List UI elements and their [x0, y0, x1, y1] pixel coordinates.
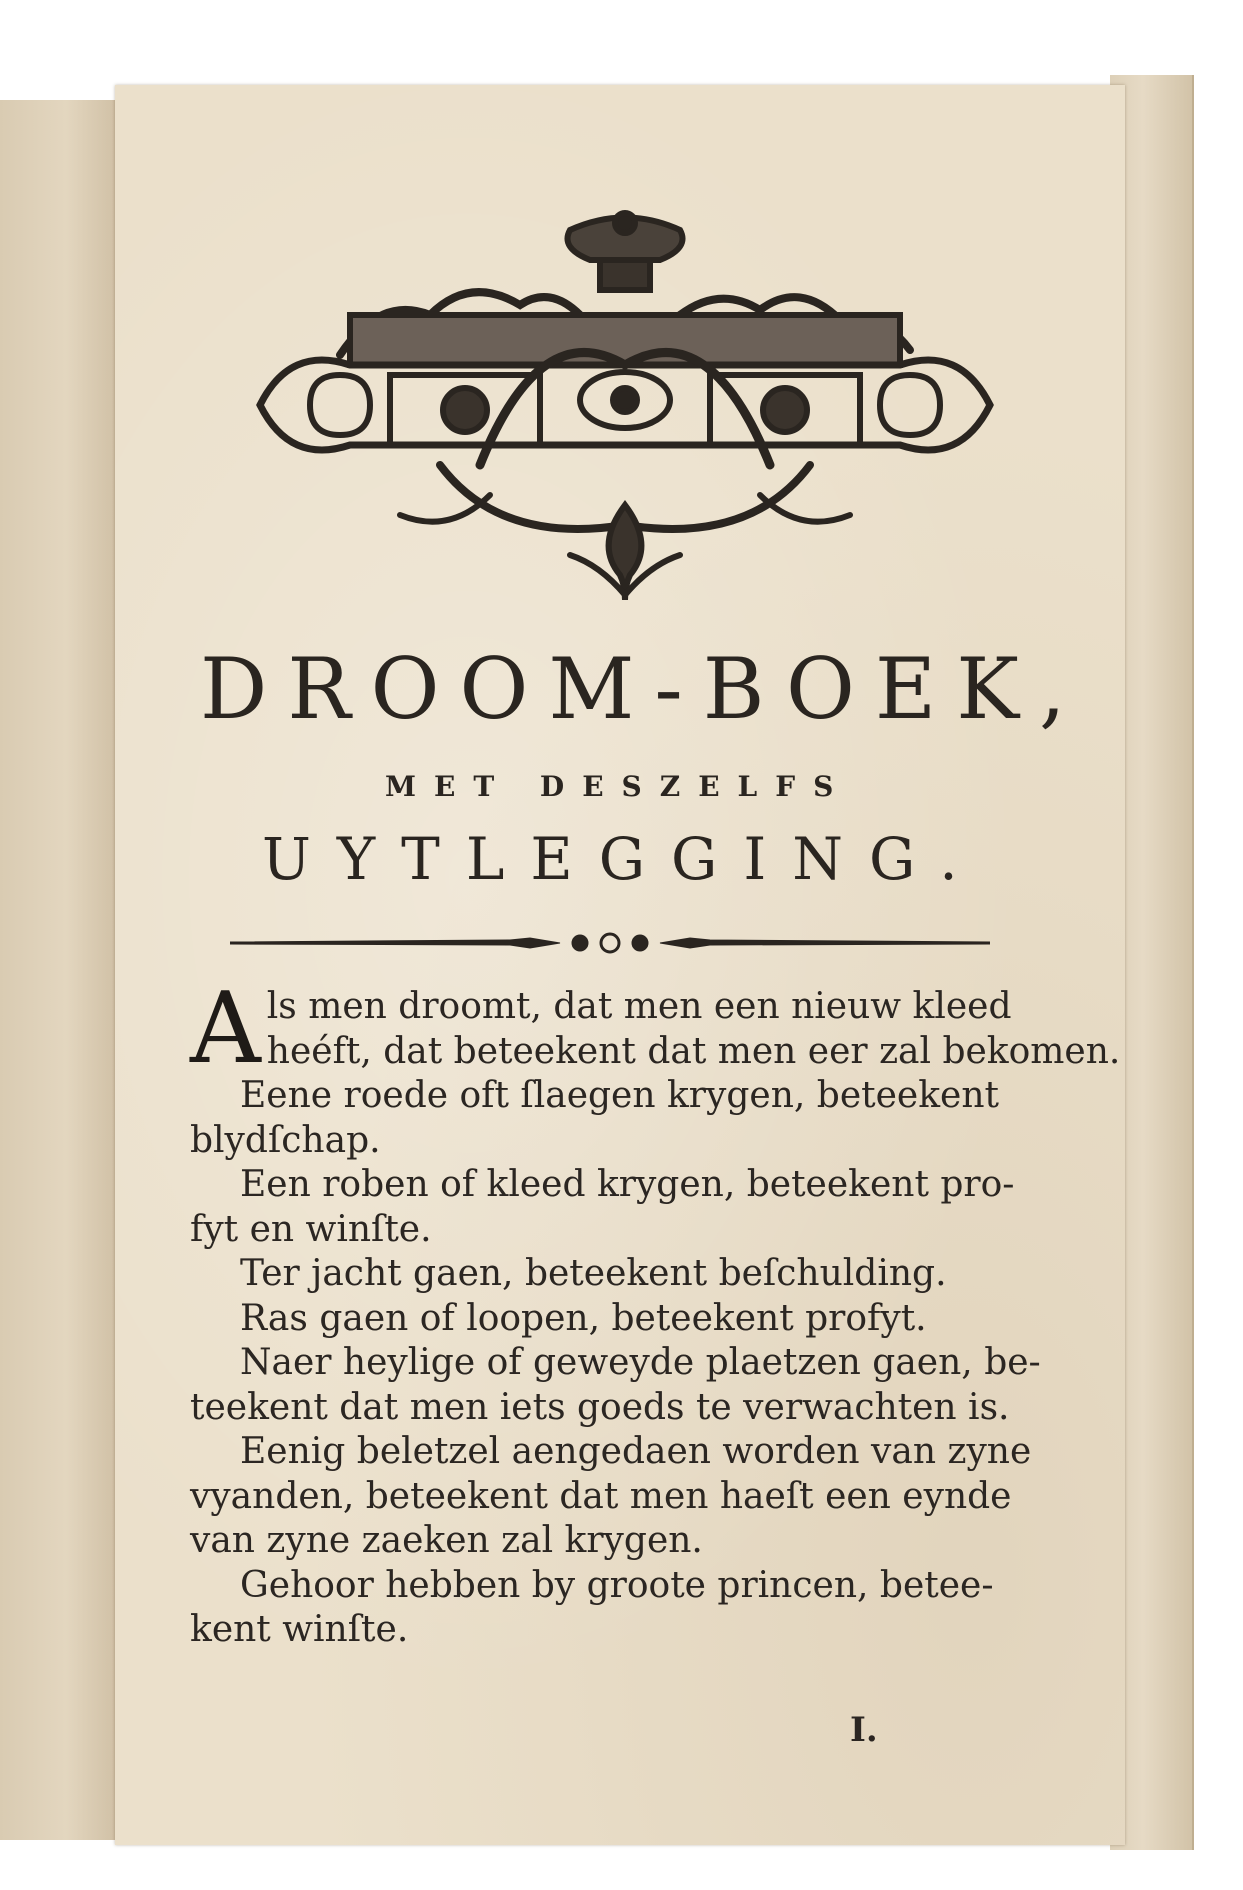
ornamental-headpiece: [240, 205, 1010, 605]
book-subtitle: MET DESZELFS: [385, 770, 852, 803]
page-number: I.: [850, 1710, 878, 1750]
text-line: fyt en winſte.: [190, 1208, 432, 1250]
body-text: [190, 972, 1121, 1653]
left-page-edge: [0, 100, 122, 1840]
ornamental-rule: [230, 930, 990, 956]
drop-cap: A: [190, 972, 261, 1086]
text-line: Een roben of kleed krygen, beteekent pro-: [240, 1164, 1015, 1205]
text-line: Gehoor hebben by groote princen, betee-: [240, 1564, 994, 1606]
text-line: vyanden, beteekent dat men haeſt een eynde: [190, 1475, 1012, 1517]
text-line: Ter jacht gaen, beteekent beſchulding.: [240, 1253, 947, 1294]
text-line: teekent dat men iets goeds te verwachten is.: [190, 1386, 1010, 1428]
book-title: DROOM-BOEK,: [200, 640, 1086, 738]
text-line: van zyne zaeken zal krygen.: [190, 1520, 703, 1561]
text-line: kent winſte.: [190, 1609, 409, 1650]
text-line: Eene roede oft ſlaegen krygen, beteekent: [240, 1075, 999, 1116]
text-line: Ras gaen of loopen, beteekent profyt.: [240, 1297, 927, 1339]
text-line: ls men droomt, dat men een nieuw kleed: [266, 986, 1012, 1027]
book-subtitle-main: UYTLEGGING.: [262, 825, 984, 893]
text-line: Eenig beletzel aengedaen worden van zyne: [240, 1431, 1032, 1472]
text-line: blydſchap.: [190, 1119, 381, 1161]
text-line: Naer heylige of geweyde plaetzen gaen, be-: [240, 1342, 1041, 1383]
text-line: heéft, dat beteekent dat men eer zal bekomen.: [266, 1030, 1121, 1072]
